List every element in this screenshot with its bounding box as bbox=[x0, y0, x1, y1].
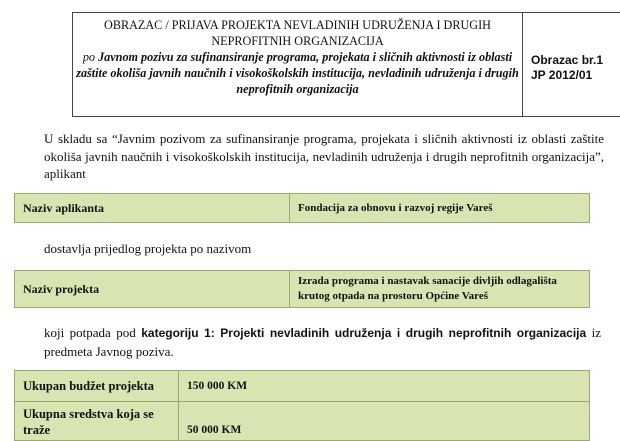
form-code-cell bbox=[523, 13, 620, 116]
form-subtitle-text: Javnom pozivu za sufinansiranje programa, projekata i sličnih aktivnosti iz oblasti zaštite okoliša javnih naučnih i visokoškolskih institucija, nevladinih udruženja i drugih neprofitnih organizacija bbox=[76, 50, 519, 96]
form-subtitle bbox=[73, 49, 522, 97]
category-prefix: koji potpada pod bbox=[44, 325, 142, 340]
requested-funds-row bbox=[14, 401, 590, 441]
form-header-title-cell bbox=[73, 13, 523, 116]
category-name: kategoriju 1: Projekti nevladinih udruženja i drugih neprofitnih organizacija bbox=[141, 326, 587, 340]
project-label: Naziv projekta bbox=[15, 271, 290, 307]
requested-funds-value: 50 000 KM bbox=[187, 424, 242, 436]
delivers-text: dostavlja prijedlog projekta po nazivom bbox=[44, 241, 252, 256]
budget-value: 150 000 KM bbox=[187, 380, 248, 392]
requested-funds-label: Ukupna sredstva koja se traže bbox=[15, 402, 179, 440]
category-suffix: iz predmeta Javnog poziva. bbox=[44, 325, 601, 359]
form-subtitle-prefix: po bbox=[82, 50, 99, 64]
project-row bbox=[14, 270, 590, 308]
category-paragraph bbox=[44, 324, 601, 360]
form-title: OBRAZAC / PRIJAVA PROJEKTA NEVLADINIH UDRUŽENJA I DRUGIH NEPROFITNIH ORGANIZACIJA bbox=[104, 18, 491, 48]
applicant-row bbox=[14, 193, 590, 223]
applicant-value: Fondacija za obnovu i razvoj regije Vareš bbox=[298, 202, 493, 214]
form-code-call: JP 2012/01 bbox=[531, 68, 593, 82]
form-code-number: Obrazac br.1 bbox=[531, 53, 604, 67]
applicant-label: Naziv aplikanta bbox=[15, 194, 290, 222]
form-header bbox=[72, 12, 620, 117]
budget-label: Ukupan budžet projekta bbox=[15, 371, 179, 401]
intro-paragraph: U skladu sa “Javnim pozivom za sufinansiranje programa, projekata i sličnih aktivnosti iz oblasti zaštite okoliša javnih naučnih i visokoškolskih institucija, nevladinih udruženja i drugih neprofitnih organizacija”, aplikant bbox=[44, 131, 604, 181]
budget-row bbox=[14, 370, 590, 402]
project-value: Izrada programa i nastavak sanacije divljih odlagališta krutog otpada na prostoru Općine Vareš bbox=[298, 275, 557, 302]
